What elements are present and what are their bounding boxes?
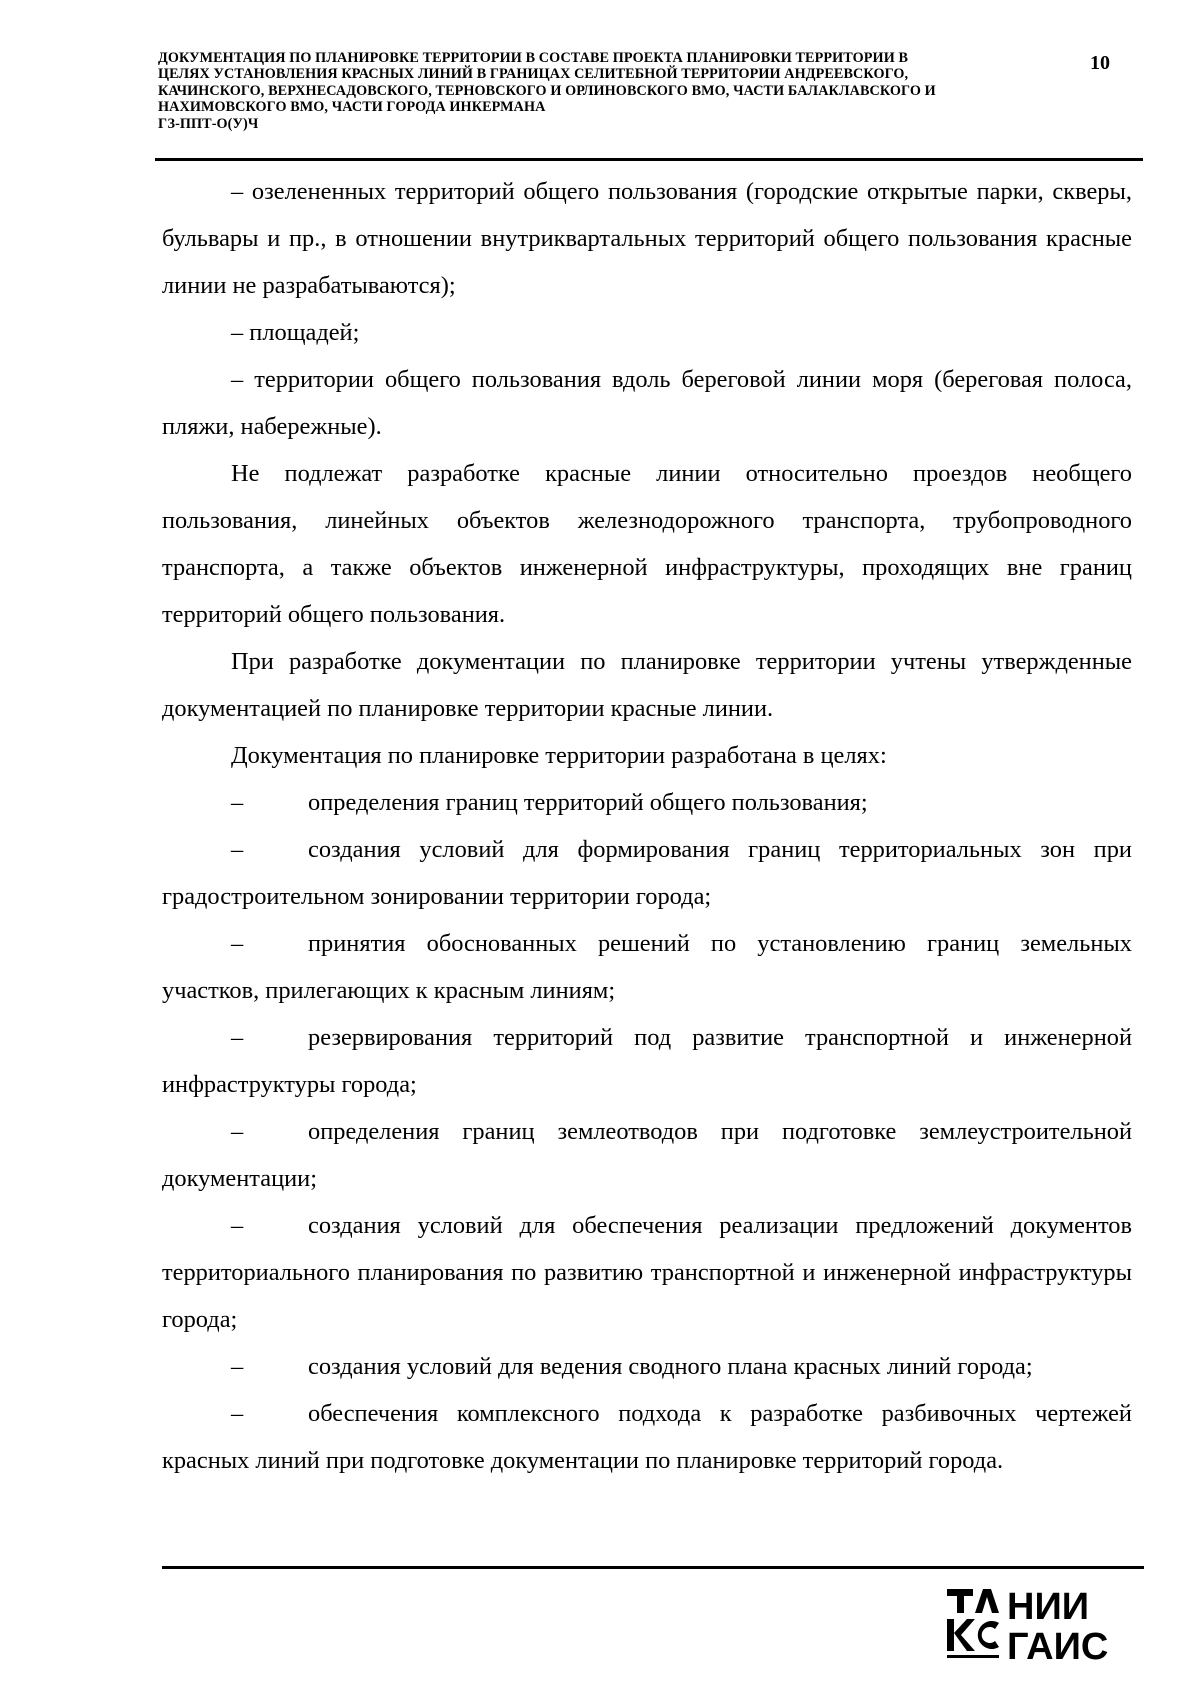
logo-mark-icon [947,1589,999,1658]
list-dash: – [231,930,244,957]
list-item-text: определения границ территорий общего пользования; [308,789,868,816]
document-body [162,168,1132,1484]
list-item-text: принятия обоснованных решений по установлению границ земельных участков, прилегающих к красным линиям; [162,930,1132,1004]
list-item [162,826,1132,920]
page-number: 10 [1090,52,1110,74]
paragraph-purposes-intro: Документация по планировке территории разработана в целях: [231,742,887,769]
paragraph-squares: – площадей; [231,319,360,346]
list-item-text: создания условий для ведения сводного плана красных линий города; [308,1353,1033,1380]
list-item [162,920,1132,1014]
list-item-text: создания условий для формирования границ территориальных зон при градостроительном зонировании территории города; [162,836,1132,910]
list-item-text: обеспечения комплексного подхода к разработке разбивочных чертежей красных линий при подготовке документации по планировке территорий города. [162,1400,1132,1474]
list-dash: – [231,1024,244,1051]
paragraph-exclusions: Не подлежат разработке красные линии относительно проездов необщего пользования, линейных объектов железнодорожного транспорта, трубопроводного транспорта, а также объектов инженерной инфраструктуры, проходящих вне границ территорий общего пользования. [162,460,1132,628]
header-line-4: НАХИМОВСКОГО ВМО, ЧАСТИ ГОРОДА ИНКЕРМАНА [158,99,546,116]
list-item-text: определения границ землеотводов при подготовке землеустроительной документации; [162,1118,1132,1192]
list-item [162,1390,1132,1484]
header-title [158,50,1078,132]
logo-text-gais: ГАИС [1007,1626,1109,1665]
list-item [162,1014,1132,1108]
header-doc-code: ГЗ-ППТ-О(У)Ч [158,115,259,132]
list-dash: – [231,789,244,816]
list-item [162,779,1132,826]
header-line-3: КАЧИНСКОГО, ВЕРХНЕСАДОВСКОГО, ТЕРНОВСКОГО И ОРЛИНОВСКОГО ВМО, ЧАСТИ БАЛАКЛАВСКОГО И [158,82,936,99]
paragraph-coastline: – территории общего пользования вдоль береговой линии моря (береговая полоса, пляжи, набережные). [162,366,1132,440]
paragraph-approved-lines: При разработке документации по планировке территории учтены утвержденные документацией по планировке территории красные линии. [162,648,1132,722]
list-item [162,1202,1132,1343]
list-dash: – [231,1212,244,1239]
paragraph-green-areas: – озелененных территорий общего пользования (городские открытые парки, скверы, бульвары и пр., в отношении внутриквартальных территорий общего пользования красные линии не разрабатываются); [162,178,1132,299]
list-dash: – [231,1118,244,1145]
header-line-1: ДОКУМЕНТАЦИЯ ПО ПЛАНИРОВКЕ ТЕРРИТОРИИ В СОСТАВЕ ПРОЕКТА ПЛАНИРОВКИ ТЕРРИТОРИИ В [158,50,909,66]
header-divider [155,158,1143,161]
logo-text-nii: НИИ [1007,1586,1090,1628]
list-dash: – [231,1353,244,1380]
list-item-text: резервирования территорий под развитие транспортной и инженерной инфраструктуры города; [162,1024,1132,1098]
list-dash: – [231,836,244,863]
header-line-2: ЦЕЛЯХ УСТАНОВЛЕНИЯ КРАСНЫХ ЛИНИЙ В ГРАНИЦАХ СЕЛИТЕБНОЙ ТЕРРИТОРИИ АНДРЕЕВСКОГО, [158,66,909,83]
list-item [162,1108,1132,1202]
list-dash: – [231,1400,244,1427]
list-item [162,1343,1132,1390]
page-header [158,50,1078,132]
list-item-text: создания условий для обеспечения реализации предложений документов территориального планирования по развитию транспортной и инженерной инфраструктуры города; [162,1212,1132,1333]
nii-gais-logo [945,1583,1145,1665]
footer-divider [162,1566,1144,1569]
